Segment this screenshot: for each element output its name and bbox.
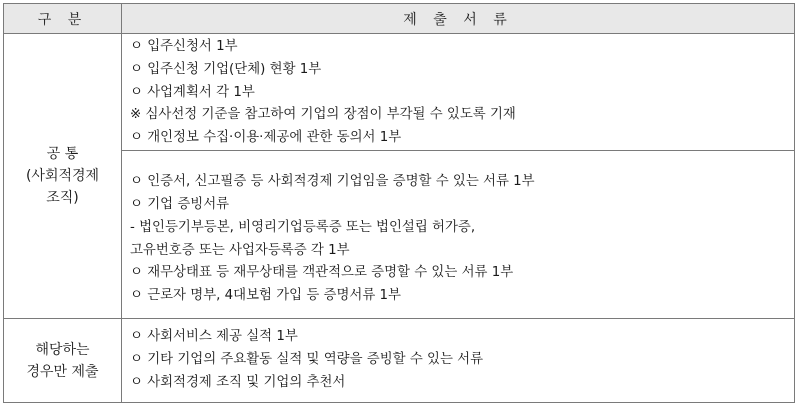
document-subitem: 고유번호증 또는 사업자등록증 각 1부: [130, 242, 350, 258]
category-line: (사회적경제: [25, 168, 100, 184]
document-subitem: - 법인등기부등본, 비영리기업등록증 또는 법인설립 허가증,: [130, 219, 476, 235]
conditional-category-cell: [4, 319, 122, 403]
common-row-part-b: [4, 151, 795, 319]
common-category-cell: [4, 34, 122, 319]
documents-header: 제 출 서 류: [122, 4, 795, 34]
document-item: ㅇ 사회적경제 조직 및 기업의 추천서: [130, 374, 346, 390]
common-documents-cell-a: [122, 34, 795, 151]
document-item: ㅇ 인증서, 신고필증 등 사회적경제 기업임을 증명할 수 있는 서류 1부: [130, 174, 535, 190]
document-item: ㅇ 재무상태표 등 재무상태를 객관적으로 증명할 수 있는 서류 1부: [130, 265, 514, 281]
category-line: 경우만 제출: [26, 363, 99, 380]
category-line: 해당하는: [35, 341, 90, 358]
conditional-row: [4, 319, 795, 403]
document-item: ㅇ 근로자 명부, 4대보험 가입 등 증명서류 1부: [130, 288, 401, 304]
document-item: ㅇ 입주신청서 1부: [130, 39, 238, 54]
category-header: 구 분: [4, 4, 122, 34]
document-item: ㅇ 사업계획서 각 1부: [130, 84, 255, 100]
common-documents-cell-b: [122, 151, 795, 319]
document-item: ㅇ 개인정보 수집·이용·제공에 관한 동의서 1부: [130, 130, 402, 146]
submission-documents-table: [3, 3, 795, 403]
common-row-part-a: [4, 34, 795, 151]
document-note: ※ 심사선정 기준을 참고하여 기업의 장점이 부각될 수 있도록 기재: [130, 107, 516, 123]
document-item: ㅇ 사회서비스 제공 실적 1부: [130, 329, 298, 345]
header-row: [4, 4, 795, 34]
document-item: ㅇ 기타 기업의 주요활동 실적 및 역량을 증빙할 수 있는 서류: [130, 352, 484, 368]
category-line: 조직): [46, 190, 79, 206]
document-item: ㅇ 입주신청 기업(단체) 현황 1부: [130, 61, 322, 77]
category-line: 공 통: [46, 146, 79, 162]
conditional-documents-cell: [122, 319, 795, 403]
document-item: ㅇ 기업 증빙서류: [130, 196, 230, 212]
